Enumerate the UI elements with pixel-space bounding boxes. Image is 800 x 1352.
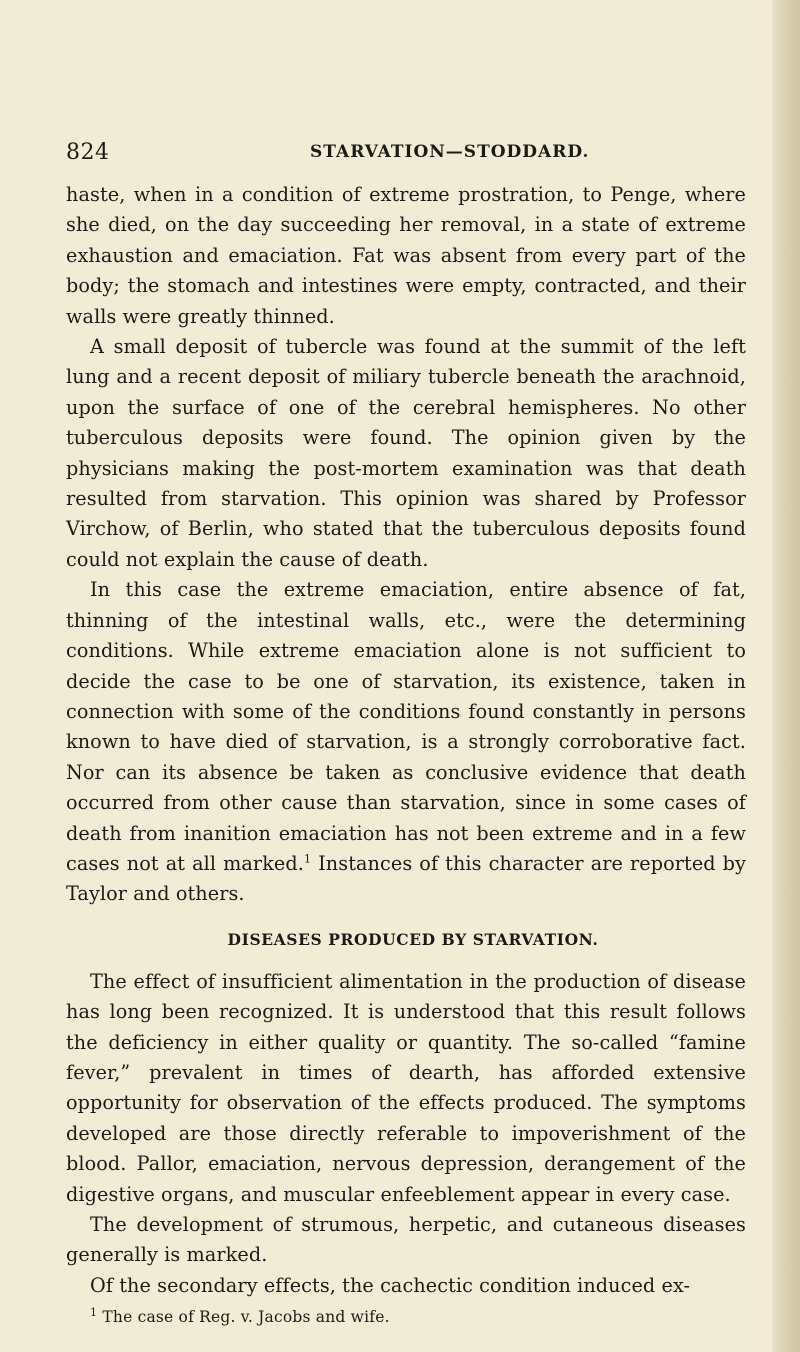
paragraph-emaciation: [66, 575, 746, 909]
page-content: [66, 140, 746, 1327]
footnote-reference: 1: [303, 852, 312, 866]
paragraph-emaciation-tail: Instances of this character are reported by Taylor and others.: [66, 851, 747, 906]
page-edge-shadow: [772, 0, 800, 1352]
footnote-marker: 1: [90, 1306, 98, 1320]
paragraph-tubercle: A small deposit of tubercle was found at the summit of the left lung and a recent deposit of miliary tubercle beneath the arachnoid, upon the surface of one of the cerebral hemispheres. No other tuberculous deposits were found. The opinion given by the physicians making the post-mortem examination was that death resulted from starvation. This opinion was shared by Professor Virchow, of Berlin, who stated that the tuberculous deposits found could not explain the cause of death.: [66, 335, 746, 571]
page-number: 824: [66, 140, 110, 165]
running-head: STARVATION—STODDARD.: [310, 142, 590, 162]
footnote-text: The case of Reg. v. Jacobs and wife.: [102, 1308, 390, 1327]
section-heading: DISEASES PRODUCED BY STARVATION.: [227, 929, 599, 949]
paragraph-strumous: The development of strumous, herpetic, and cutaneous diseases generally is marked.: [66, 1213, 746, 1267]
paragraph-secondary-effects: Of the secondary effects, the cachectic condition induced ex-: [90, 1273, 691, 1297]
paragraph-continuation: haste, when in a condition of extreme prostration, to Penge, where she died, on the day succeeding her removal, in a state of extreme exhaustion and emaciation. Fat was absent from every part of the body; the stomach and intestines were empty, contracted, and their walls were greatly thinned.: [66, 183, 746, 328]
page-header: [66, 140, 746, 170]
footnote: [90, 1307, 746, 1327]
paragraph-emaciation-text: In this case the extreme emaciation, entire absence of fat, thinning of the intestinal walls, etc., were the determining conditions. While extreme emaciation alone is not sufficient to decide the case to be one of starvation, its existence, taken in connection with some of the conditions found constantly in persons known to have died of starvation, is a strongly corroborative fact. Nor can its absence be taken as conclusive evidence that death occurred from other cause than starvation, since in some cases of death from inanition emaciation has not been extreme and in a few cases not at all marked.: [66, 578, 746, 875]
paragraph-insufficient-alimentation: The effect of insufficient alimentation in the production of disease has long been recognized. It is understood that this result follows the deficiency in either quality or quantity. The so-called “famine fever,” prevalent in times of dearth, has afforded extensive opportunity for observation of the effects produced. The symptoms developed are those directly referable to impoverishment of the blood. Pallor, emaciation, nervous depression, derangement of the digestive organs, and muscular enfeeblement appear in every case.: [66, 969, 746, 1206]
